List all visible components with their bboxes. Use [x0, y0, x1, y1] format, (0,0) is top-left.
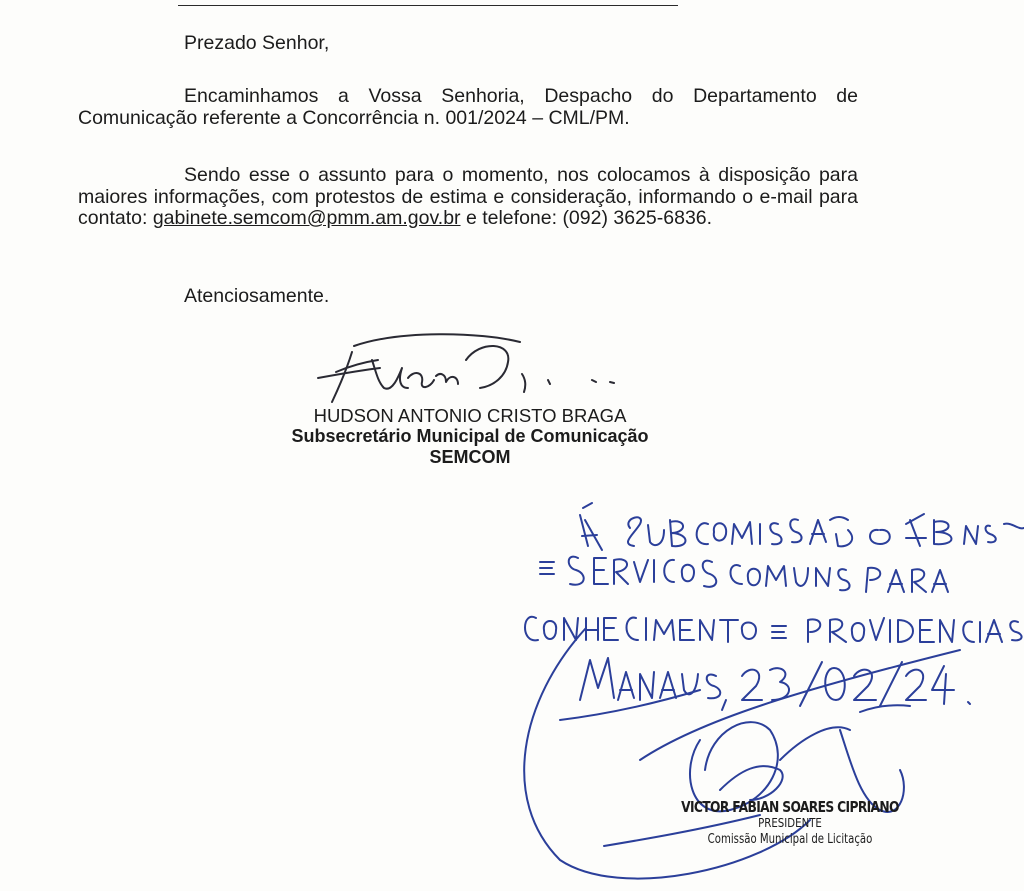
paragraph-contact [78, 165, 858, 230]
cut-off-reference-line [178, 0, 678, 6]
stamp-block-victor [640, 798, 940, 848]
paragraph-contact-phone: e telefone: (092) 3625-6836. [460, 207, 713, 229]
signature-hudson [318, 334, 614, 402]
stamp-role: PRESIDENTE [758, 816, 822, 830]
handwritten-note-ink [525, 503, 1024, 710]
signatory-name: HUDSON ANTONIO CRISTO BRAGA [313, 405, 627, 426]
signatory-organization: SEMCOM [429, 447, 511, 467]
signature-block-hudson [180, 405, 760, 468]
stamp-organization: Comissão Municipal de Licitação [707, 832, 873, 847]
paragraph-contact-text: Sendo esse o assunto para o momento, nos colocamos à disposição para maiores informações, com protestos de estima e consideração, informando o e-mail para contato: [78, 164, 858, 229]
closing: Atenciosamente. [184, 285, 330, 307]
paragraph-forwarding: Encaminhamos a Vossa Senhoria, Despacho do Departamento de Comunicação referente a Concorrência n. 001/2024 – CML/PM. [78, 85, 858, 129]
signatory-title: Subsecretário Municipal de Comunicação [291, 426, 649, 446]
stamp-name: VICTOR FABIAN SOARES CIPRIANO [681, 798, 899, 816]
salutation: Prezado Senhor, [184, 32, 330, 54]
email-link[interactable]: gabinete.semcom@pmm.am.gov.br [152, 207, 461, 229]
